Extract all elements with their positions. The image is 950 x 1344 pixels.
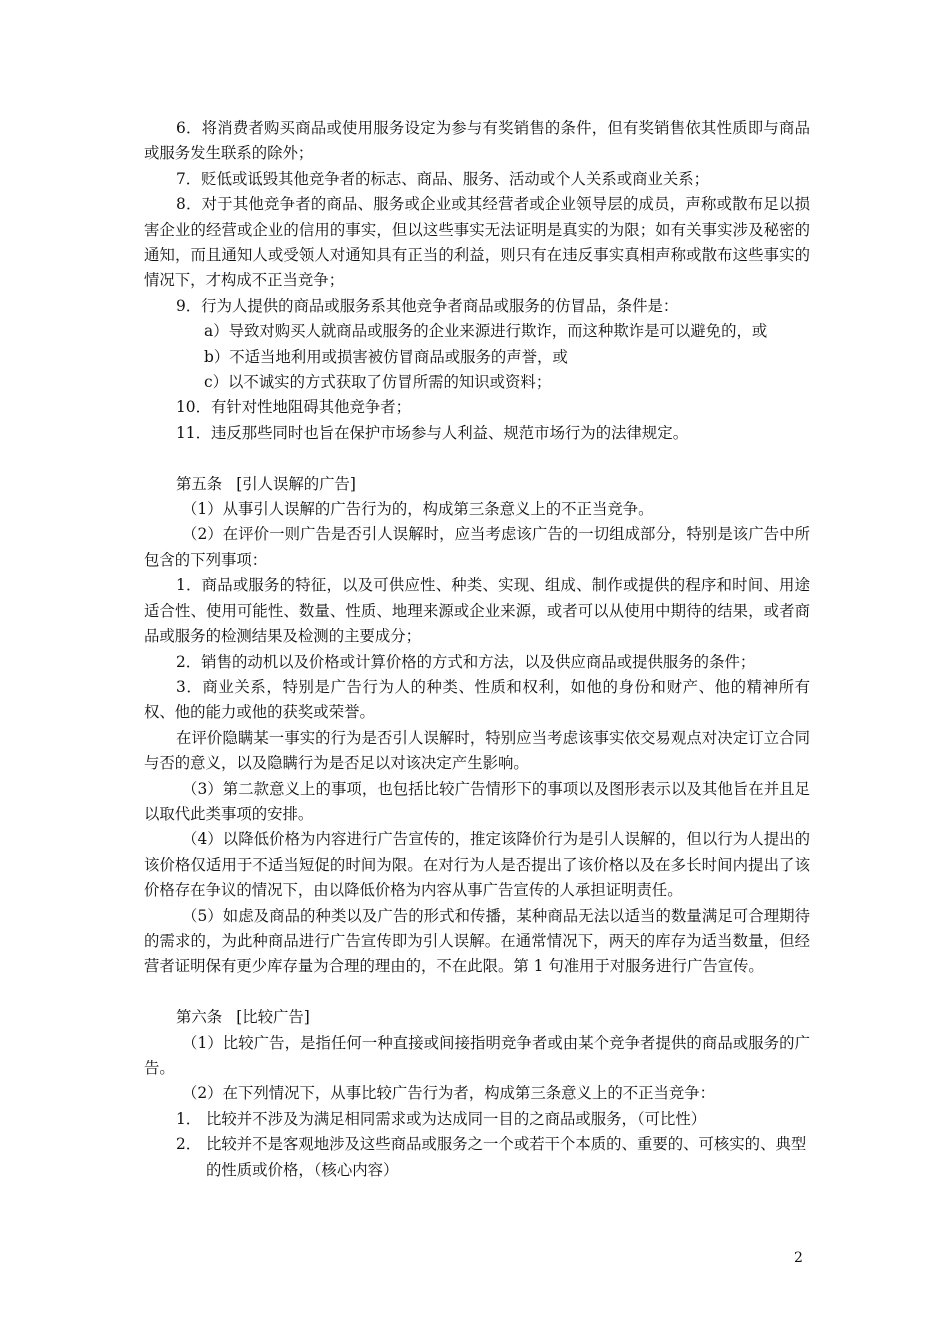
article-5-para-1: （1）从事引人误解的广告行为的，构成第三条意义上的不正当竞争。 xyxy=(182,500,654,519)
list-text: 比较并不涉及为满足相同需求或为达成同一目的之商品或服务，（可比性） xyxy=(206,1109,707,1128)
item-8: 8．对于其他竞争者的商品、服务或企业或其经营者或企业领导层的成员，声称或散布足以损害企业的经营或企业的信用的事实，但以这些事实无法证明是真实的为限；如有关事实涉及秘密的通知，而且通知人或受领人对通知具有正当的利益，则只有在违反事实真相声称或散布这些事实的情况下，才构成不正当竞争； xyxy=(144,195,810,290)
article-6-title: 第六条 xyxy=(176,1008,223,1027)
article-5-para-2: （2）在评价一则广告是否引人误解时，应当考虑该广告的一切组成部分，特别是该广告中所包含的下列事项： xyxy=(144,525,810,569)
list-number: 2． xyxy=(176,1135,202,1154)
item-11: 11．违反那些同时也旨在保护市场参与人利益、规范市场行为的法律规定。 xyxy=(176,423,689,442)
article-5-para-4: （4）以降低价格为内容进行广告宣传的，推定该降价行为是引人误解的，但以行为人提出的该价格仅适用于不适当短促的时间为限。在对行为人是否提出了该价格以及在多长时间内提出了该价格存在争议的情况下，由以降低价格为内容从事广告宣传的人承担证明责任。 xyxy=(144,830,810,900)
page-number: 2 xyxy=(794,1250,803,1266)
article-5-para-3: （3）第二款意义上的事项，也包括比较广告情形下的事项以及图形表示以及其他旨在并且足以取代此类事项的安排。 xyxy=(144,779,810,823)
section-gap xyxy=(144,446,810,471)
document-body xyxy=(144,116,810,1183)
item-9b: b）不适当地利用或损害被仿冒商品或服务的声誉，或 xyxy=(204,347,568,366)
item-7: 7．贬低或诋毁其他竞争者的标志、商品、服务、活动或个人关系或商业关系； xyxy=(176,169,710,188)
article-5-heading xyxy=(144,472,810,497)
article-6-list-item-2 xyxy=(144,1132,810,1183)
article-5-subtitle: [引人误解的广告] xyxy=(236,474,356,493)
item-10: 10．有针对性地阻碍其他竞争者； xyxy=(176,398,412,417)
article-5-item-3: 3．商业关系，特别是广告行为人的种类、性质和权利，如他的身份和财产、他的精神所有权、他的能力或他的获奖或荣誉。 xyxy=(144,677,810,722)
article-6-subtitle: [比较广告] xyxy=(236,1008,310,1027)
item-9c: c）以不诚实的方式获取了仿冒所需的知识或资料； xyxy=(204,373,552,392)
item-9a: a）导致对购买人就商品或服务的企业来源进行欺诈，而这种欺诈是可以避免的，或 xyxy=(204,322,768,341)
article-6-heading xyxy=(144,1005,810,1030)
article-6-para-1: （1）比较广告，是指任何一种直接或间接指明竞争者或由某个竞争者提供的商品或服务的广告。 xyxy=(144,1033,810,1077)
list-number: 1． xyxy=(176,1109,202,1128)
item-9: 9．行为人提供的商品或服务系其他竞争者商品或服务的仿冒品，条件是： xyxy=(176,296,679,315)
article-6-list-item-1 xyxy=(144,1107,810,1132)
article-5-para-2b: 在评价隐瞒某一事实的行为是否引人误解时，特别应当考虑该事实依交易观点对决定订立合同与否的意义，以及隐瞒行为是否足以对该决定产生影响。 xyxy=(144,728,810,773)
article-5-title: 第五条 xyxy=(176,474,223,493)
article-5-item-1: 1．商品或服务的特征，以及可供应性、种类、实现、组成、制作或提供的程序和时间、用途适合性、使用可能性、数量、性质、地理来源或企业来源，或者可以从使用中期待的结果，或者商品或服务的检测结果及检测的主要成分； xyxy=(144,576,810,646)
article-5-item-2: 2．销售的动机以及价格或计算价格的方式和方法，以及供应商品或提供服务的条件； xyxy=(176,652,756,671)
article-6-para-2: （2）在下列情况下，从事比较广告行为者，构成第三条意义上的不正当竞争： xyxy=(182,1084,716,1103)
list-text: 比较并不是客观地涉及这些商品或服务之一个或若干个本质的、重要的、可核实的、典型的性质或价格，（核心内容） xyxy=(206,1135,807,1179)
section-gap xyxy=(144,980,810,1005)
article-5-para-5: （5）如虑及商品的种类以及广告的形式和传播，某种商品无法以适当的数量满足可合理期待的需求的，为此种商品进行广告宣传即为引人误解。在通常情况下，两天的库存为适当数量，但经营者证明保有更少库存量为合理的理由的，不在此限。第 1 句准用于对服务进行广告宣传。 xyxy=(144,906,810,976)
item-6: 6．将消费者购买商品或使用服务设定为参与有奖销售的条件，但有奖销售依其性质即与商品或服务发生联系的除外； xyxy=(144,119,810,163)
